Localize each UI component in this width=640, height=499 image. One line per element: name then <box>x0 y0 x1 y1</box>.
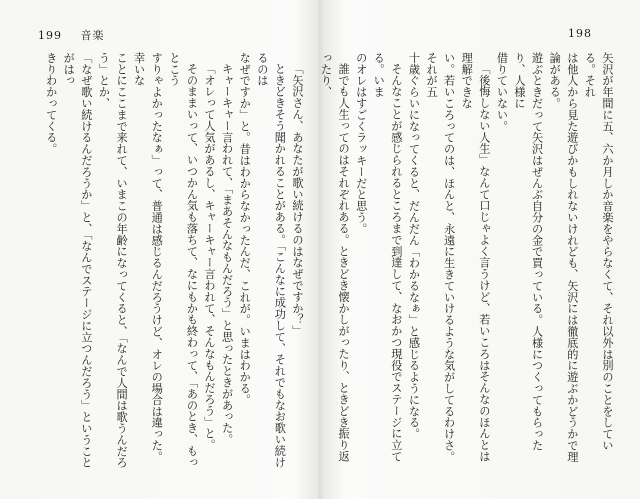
right-page-body <box>320 52 616 472</box>
text-line: そんなことが感じられるところまで到達して、なおかつ現役でステージに立てる。いま <box>372 52 403 463</box>
left-page-body <box>44 52 306 472</box>
text-line: い。若いころってのは、ほんと、永遠に生きていけるような気がしてるわけさ。それが五 <box>425 52 456 463</box>
text-line: なぜですか」と。昔はわからなかったんだ、これが。いまはわかる。 <box>238 52 252 406</box>
text-line: 借りていない。 <box>495 52 509 132</box>
text-line: 「なぜ歌い続けるんだろうか」と、「なんでステージに立つんだろう」ということがはっ <box>62 52 93 469</box>
text-line: ときどきそう聞かれることがある。「こんなに成功して、それでもなお歌い続けるのは <box>255 52 287 468</box>
text-line: ことにここまで来れて、いまこの年齢になってくると、「なんで人間は歌うんだろう」とか、 <box>97 52 129 469</box>
text-line: 矢沢が年間に五、六か月しか音楽をやらなくて、それ以外は別のことをしている。それ <box>583 52 614 451</box>
text-line: そのままいって、いつかん気も落ちて、なにもかも終わって、「あのとき、もっとこう <box>167 52 199 468</box>
text-line: キャーキャー言われて、「まあそんなもんだろう」と思ったときがあった。 <box>220 63 234 446</box>
text-line: 遊ぶときだって矢沢はぜんぶ自分の金で買っている。人様につくってもらったり、人様に <box>513 52 544 451</box>
text-line: すりゃよかったなぁ」って、普通は感じるんだろうけど、オレの場合は違った。幸いな <box>132 52 164 463</box>
text-line: のオレはすごくラッキーだと思う。 <box>354 52 368 235</box>
text-line: 十歳ぐらいになってくると、だんだん「わかるなぁ」と感じるようになる。 <box>407 52 421 440</box>
right-page <box>320 0 640 499</box>
left-page-number: 199 <box>38 29 62 42</box>
left-running-title: 音楽 <box>80 29 105 42</box>
right-page-header <box>568 27 592 40</box>
text-line: 「矢沢さん、あなたが歌い続けるのはなぜですか？」 <box>291 63 304 337</box>
left-page-header <box>38 27 105 43</box>
right-page-number: 198 <box>568 27 592 40</box>
text-line: きりわかってくる。 <box>44 52 58 155</box>
text-line: 「後悔しない人生」なんて口じゃよく言うけど、若いころはそんなのほんとは理解できな <box>460 52 491 463</box>
text-line: 「オレって人気があるし、キャーキャー言われて、そんなもんだろう」と。 <box>203 63 217 451</box>
text-line: 誰でも人生ってのはそれぞれある。ときどき懐かしがったり、ときどき振り返ったり、 <box>320 52 351 463</box>
text-line: は他人から見た遊びかもしれないけれども、矢沢には徹底的に遊ぶかどうかで理論がある。 <box>548 52 579 463</box>
